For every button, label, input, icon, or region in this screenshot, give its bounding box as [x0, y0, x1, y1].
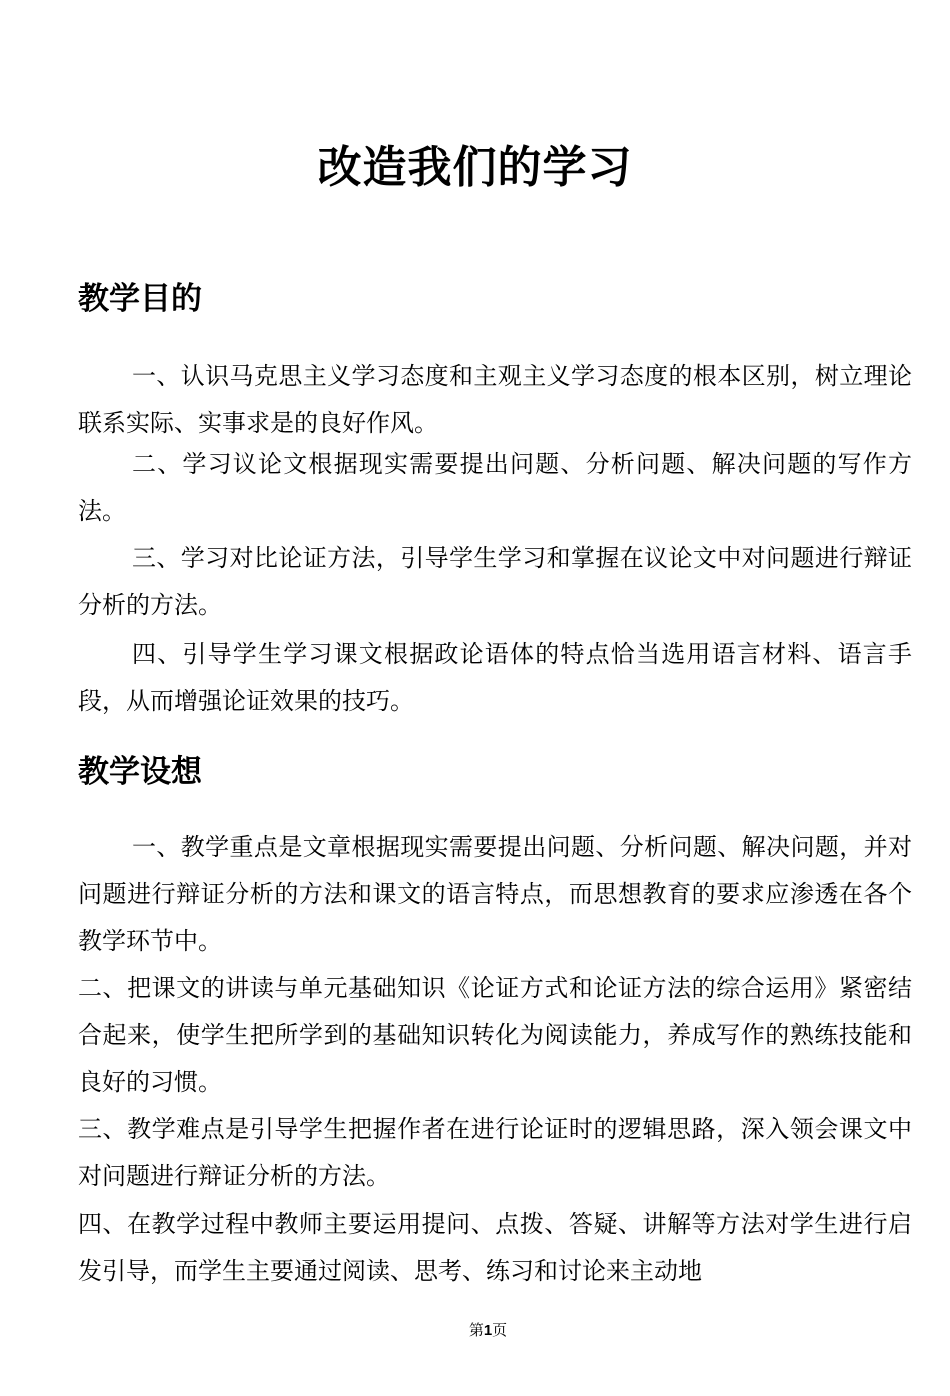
plan-paragraph-4: 四、在教学过程中教师主要运用提问、点拨、答疑、讲解等方法对学生进行启发引导，而学生主要通过阅读、思考、练习和讨论来主动地 [78, 1210, 912, 1285]
plan-paragraph-3: 三、教学难点是引导学生把握作者在进行论证时的逻辑思路，深入领会课文中对问题进行辩证分析的方法。 [78, 1115, 912, 1190]
page-number: 1 [483, 1322, 493, 1339]
footer-suffix: 页 [492, 1321, 508, 1339]
document-title: 改造我们的学习 [317, 142, 633, 193]
plan-paragraph-2: 二、把课文的讲读与单元基础知识《论证方式和论证方法的综合运用》紧密结合起来，使学生把所学到的基础知识转化为阅读能力，养成写作的熟练技能和良好的习惯。 [78, 974, 912, 1096]
plan-paragraph-1: 一、教学重点是文章根据现实需要提出问题、分析问题、解决问题，并对问题进行辩证分析的方法和课文的语言特点，而思想教育的要求应渗透在各个教学环节中。 [78, 833, 912, 955]
objective-paragraph-1: 一、认识马克思主义学习态度和主观主义学习态度的根本区别，树立理论联系实际、实事求是的良好作风。 [78, 362, 912, 437]
footer-prefix: 第 [468, 1321, 484, 1339]
objective-paragraph-4: 四、引导学生学习课文根据政论语体的特点恰当选用语言材料、语言手段，从而增强论证效果的技巧。 [78, 640, 912, 715]
section-heading-teaching-plan: 教学设想 [78, 754, 202, 790]
section-heading-teaching-objectives: 教学目的 [78, 281, 202, 317]
objective-paragraph-2: 二、学习议论文根据现实需要提出问题、分析问题、解决问题的写作方法。 [78, 450, 912, 525]
page-footer [0, 1320, 950, 1341]
objective-paragraph-3: 三、学习对比论证方法，引导学生学习和掌握在议论文中对问题进行辩证分析的方法。 [78, 544, 912, 619]
